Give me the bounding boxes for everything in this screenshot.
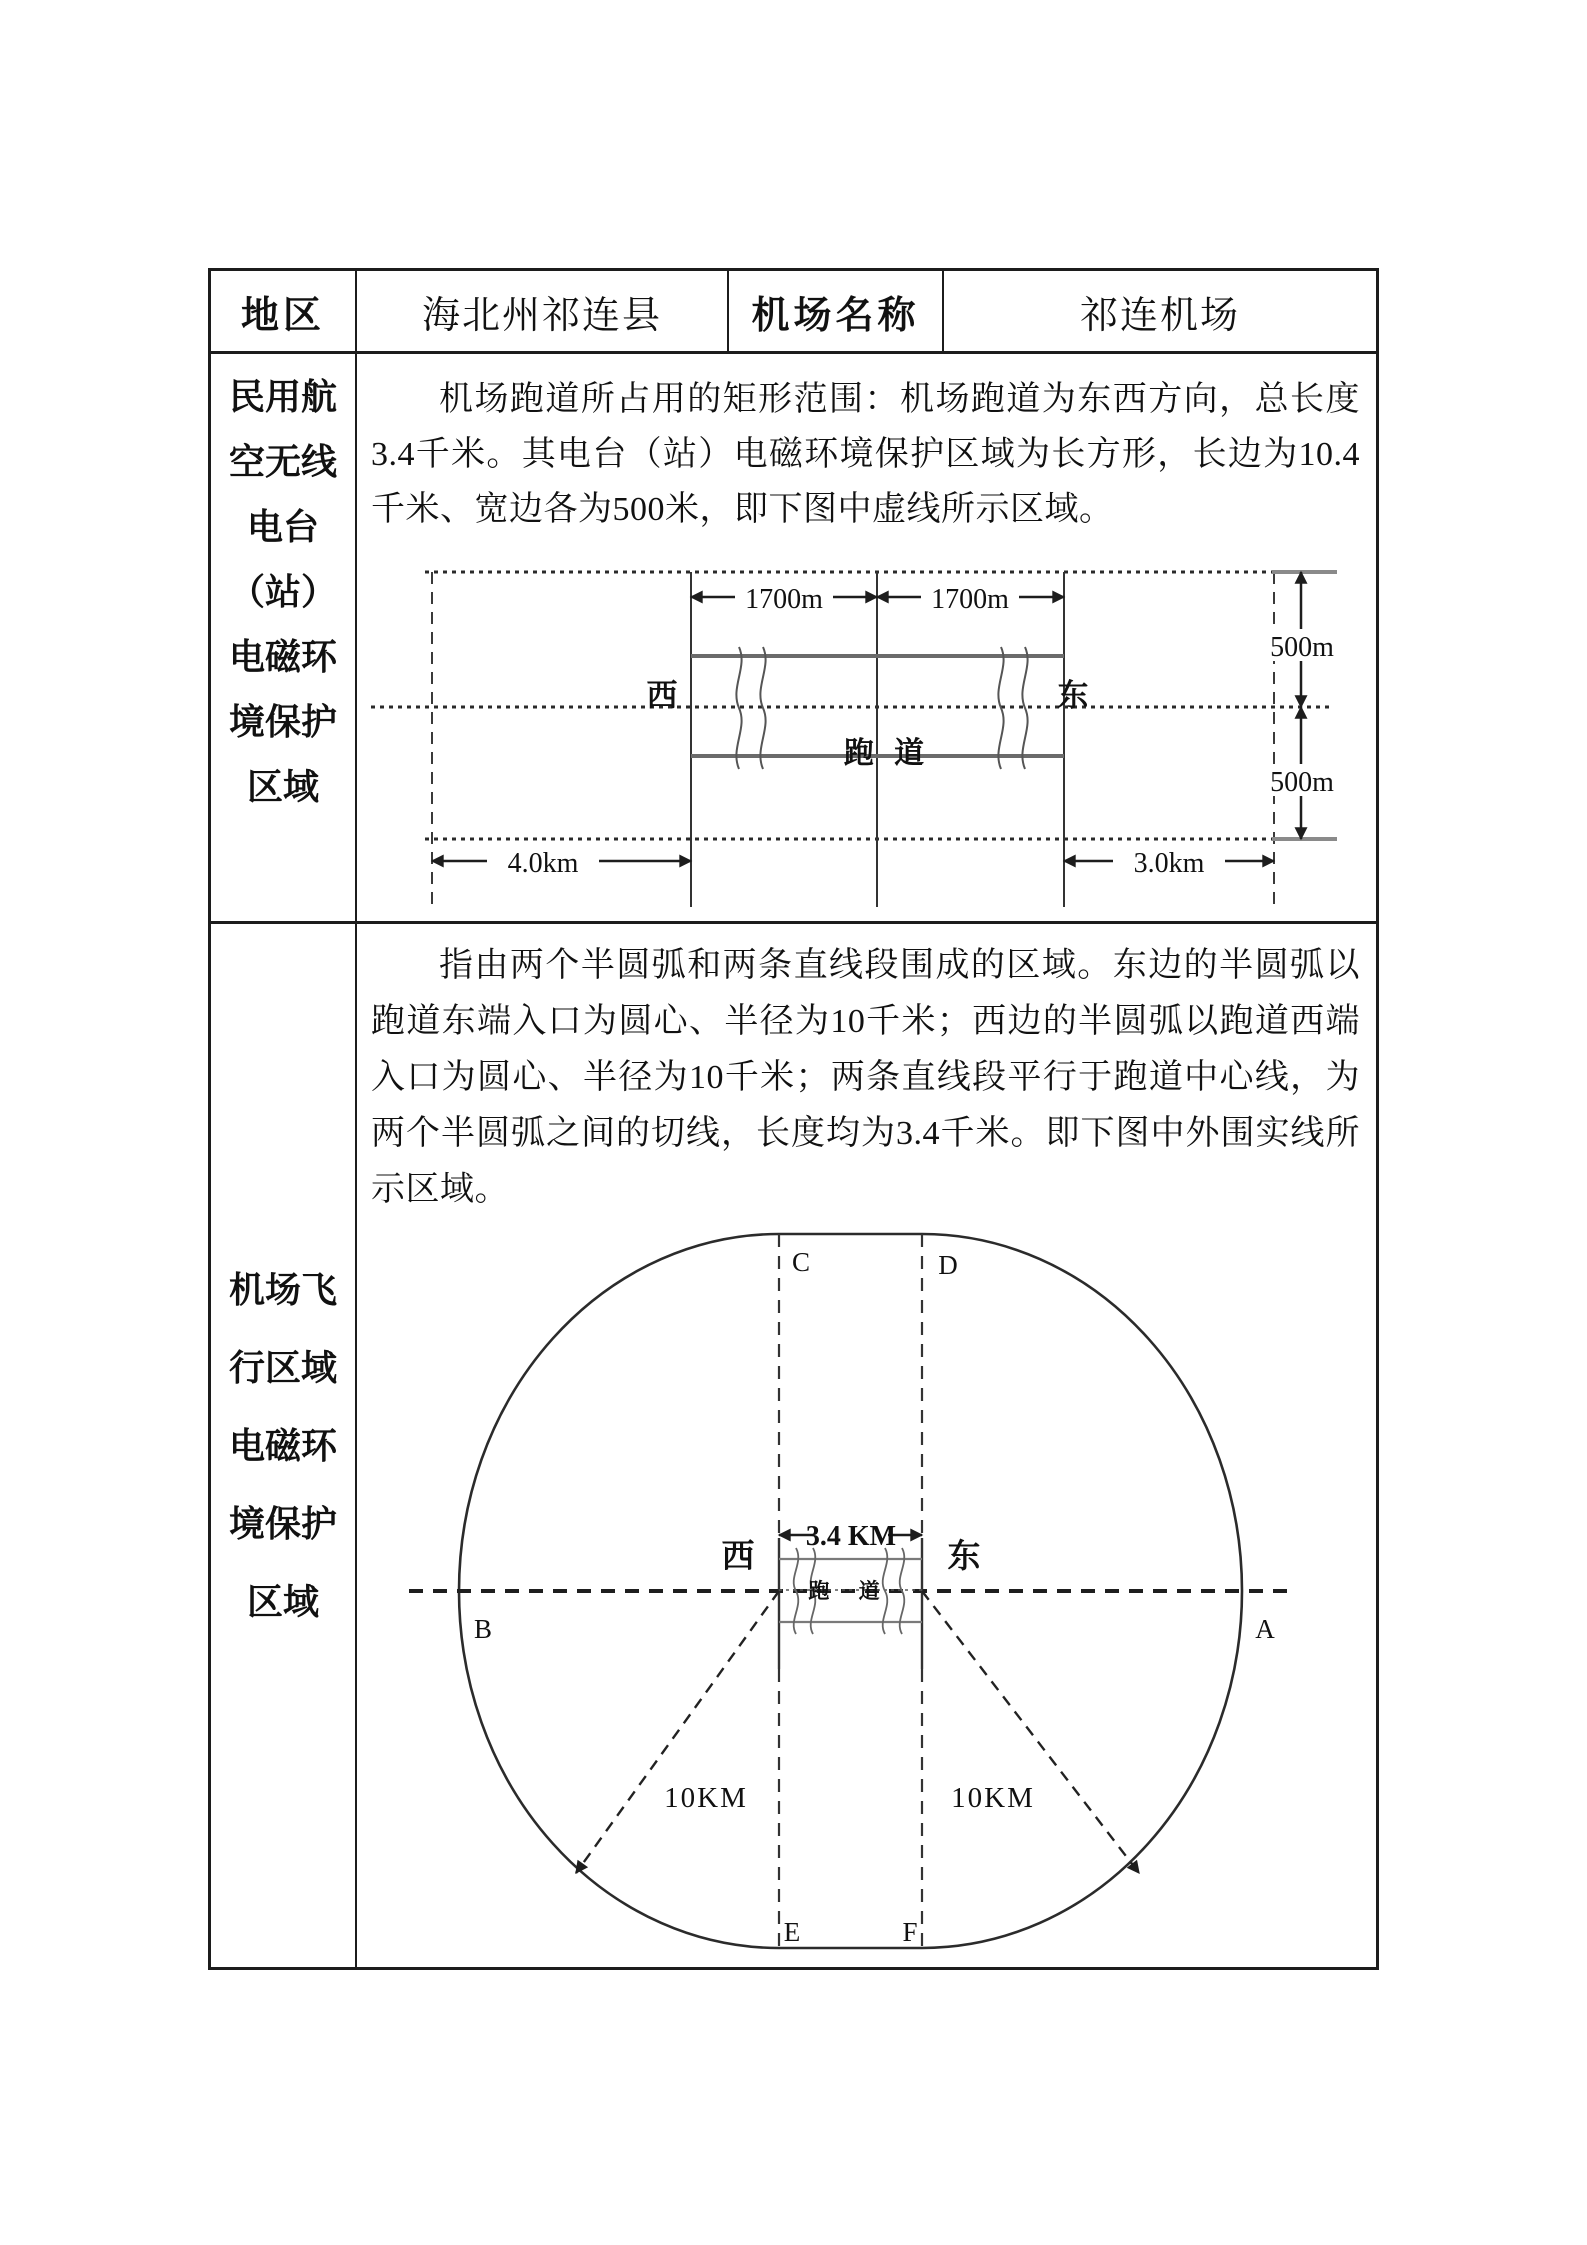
flight-protection-row xyxy=(211,924,1376,1967)
station-protection-row xyxy=(211,354,1376,924)
side-label-line: 空无线 xyxy=(228,442,337,482)
side-label-line: 区域 xyxy=(246,767,319,807)
west-label: 西 xyxy=(646,678,678,713)
dimension-3p4km xyxy=(779,1521,922,1552)
side-label-line: 民用航 xyxy=(228,377,337,417)
side-label-line: 电台 xyxy=(246,507,319,547)
station-row-content xyxy=(357,354,1376,921)
point-b-label: B xyxy=(473,1614,493,1644)
point-e-label: E xyxy=(783,1917,801,1947)
airport-name-value: 祁连机场 xyxy=(1079,294,1240,337)
svg-text:500m: 500m xyxy=(1270,632,1334,663)
region-value: 海北州祁连县 xyxy=(421,294,662,337)
dimension-3km xyxy=(1064,844,1274,879)
radius-arrow-west xyxy=(576,1591,779,1873)
side-label-line: 电磁环 xyxy=(228,1425,337,1466)
point-c-label: C xyxy=(791,1247,811,1277)
point-f-label: F xyxy=(902,1917,918,1947)
break-squiggle xyxy=(1022,647,1027,769)
svg-text:1700m: 1700m xyxy=(931,584,1009,615)
svg-text:3.4 KM: 3.4 KM xyxy=(805,1521,897,1552)
svg-text:1700m: 1700m xyxy=(745,584,823,615)
runway-label: 跑 道 xyxy=(808,1579,892,1603)
side-label-line: 电磁环 xyxy=(228,637,337,677)
side-label-line: 境保护 xyxy=(228,702,337,742)
airport-protection-table xyxy=(208,268,1379,1970)
side-label-line: （站） xyxy=(228,572,337,612)
side-label-line: 行区域 xyxy=(228,1347,337,1388)
airport-name-value-cell xyxy=(944,271,1376,351)
region-label: 地区 xyxy=(240,294,325,337)
east-label: 东 xyxy=(1057,678,1089,713)
flight-paragraph: 指由两个半圆弧和两条直线段围成的区域。东边的半圆弧以跑道东端入口为圆心、半径为10千米；西边的半圆弧以跑道西端入口为圆心、半径为10千米；两条直线段平行于跑道中心线，为两个半圆弧之间的切线，长度均为3.4千米。即下图中外围实线所示区域。 xyxy=(371,947,1360,1208)
dimension-4km xyxy=(432,844,691,879)
svg-text:4.0km: 4.0km xyxy=(507,848,579,879)
airport-name-label-cell xyxy=(729,271,944,351)
east-label: 东 xyxy=(947,1539,981,1575)
flight-protection-diagram xyxy=(357,1227,1378,1962)
dimension-1700-west xyxy=(691,579,877,615)
station-row-title xyxy=(211,354,357,921)
header-row xyxy=(211,271,1376,354)
side-label-line: 机场飞 xyxy=(228,1269,337,1310)
airport-name-label: 机场名称 xyxy=(751,294,920,337)
west-label: 西 xyxy=(721,1539,755,1575)
point-d-label: D xyxy=(938,1250,958,1280)
radius-west-label: 10KM xyxy=(664,1782,748,1814)
point-a-label: A xyxy=(1255,1614,1275,1644)
station-protection-diagram xyxy=(357,544,1378,924)
side-label-line: 境保护 xyxy=(228,1503,337,1544)
svg-text:500m: 500m xyxy=(1270,767,1334,798)
side-label-line: 区域 xyxy=(246,1581,319,1622)
radius-east-label: 10KM xyxy=(951,1782,1035,1814)
flight-row-title xyxy=(211,924,357,1967)
svg-text:3.0km: 3.0km xyxy=(1133,848,1205,879)
runway-label: 跑 道 xyxy=(843,737,931,770)
radius-arrow-east xyxy=(922,1591,1139,1873)
region-value-cell xyxy=(357,271,729,351)
region-label-cell xyxy=(211,271,357,351)
dimension-1700-east xyxy=(877,579,1064,615)
station-paragraph: 机场跑道所占用的矩形范围：机场跑道为东西方向，总长度3.4千米。其电台（站）电磁环境保护区域为长方形，长边为10.4千米、宽边各为500米，即下图中虚线所示区域。 xyxy=(371,381,1360,528)
flight-row-content xyxy=(357,924,1376,1967)
